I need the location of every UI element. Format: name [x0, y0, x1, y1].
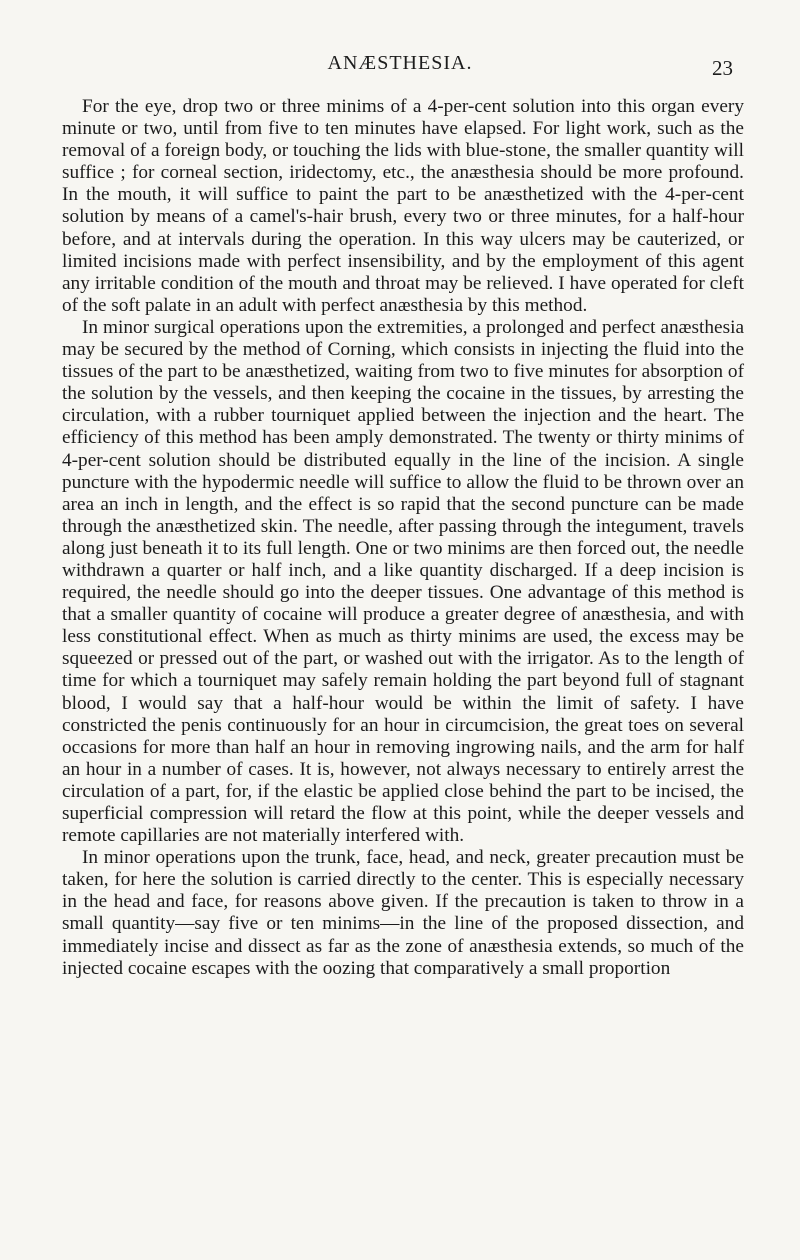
body-text: [62, 96, 744, 980]
paragraph-eye-and-mouth: For the eye, drop two or three minims of a 4-per-cent solution into this organ every minute or two, until from five to ten minutes have elapsed. For light work, such as the removal of a foreign body, or touching the lids with blue-stone, the smaller quantity will suffice ; for corneal section, iridectomy, etc., the anæsthesia should be more profound. In the mouth, it will suffice to paint the part to be anæsthetized with the 4-per-cent solution by means of a camel's-hair brush, every two or three minutes, for a half-hour before, and at intervals during the operation. In this way ulcers may be cauterized, or limited incisions made with perfect insensibility, and by the employment of this agent any irritable condition of the mouth and throat may be relieved. I have operated for cleft of the soft palate in an adult with perfect anæsthesia by this method.: [62, 96, 744, 316]
page-number: 23: [712, 56, 733, 80]
paragraph-trunk-face-head: In minor operations upon the trunk, face, head, and neck, greater precaution must be taken, for here the solution is carried directly to the center. This is especially necessary in the head and face, for reasons above given. If the precaution is taken to throw in a small quantity—say five or ten minims—in the line of the proposed dissection, and immediately incise and dissect as far as the zone of anæsthesia extends, so much of the injected cocaine escapes with the oozing that comparatively a small proportion: [62, 847, 744, 979]
running-title: ANÆSTHESIA.: [327, 52, 473, 74]
paragraph-extremities: In minor surgical operations upon the extremities, a prolonged and perfect anæsthesia may be secured by the method of Corning, which consists in injecting the fluid into the tissues of the part to be anæsthetized, waiting from two to five minutes for absorption of the solution by the vessels, and then keeping the cocaine in the tissues, by arresting the circulation, with a rubber tourniquet applied between the injection and the heart. The efficiency of this method has been amply demonstrated. The twenty or thirty minims of 4-per-cent solution should be distributed equally in the line of the incision. A single puncture with the hypodermic needle will suffice to allow the fluid to be thrown over an area an inch in length, and the effect is so rapid that the second puncture can be made through the anæsthetized skin. The needle, after passing through the integument, travels along just beneath it to its full length. One or two minims are then forced out, the needle withdrawn a quarter or half inch, and a like quantity discharged. If a deep incision is required, the needle should go into the deeper tissues. One advantage of this method is that a smaller quantity of cocaine will produce a greater degree of anæsthesia, and with less constitutional effect. When as much as thirty minims are used, the excess may be squeezed or pressed out of the part, or washed out with the irrigator. As to the length of time for which a tourniquet may safely remain holding the part beyond full of stagnant blood, I would say that a half-hour would be within the limit of safety. I have constricted the penis continuously for an hour in circumcision, the great toes on several occasions for more than half an hour in removing ingrowing nails, and the arm for half an hour in a number of cases. It is, however, not always necessary to entirely arrest the circulation of a part, for, if the elastic be applied close behind the part to be incised, the superficial compression will retard the flow at this point, while the deeper vessels and remote capillaries are not materially interfered with.: [62, 316, 744, 847]
